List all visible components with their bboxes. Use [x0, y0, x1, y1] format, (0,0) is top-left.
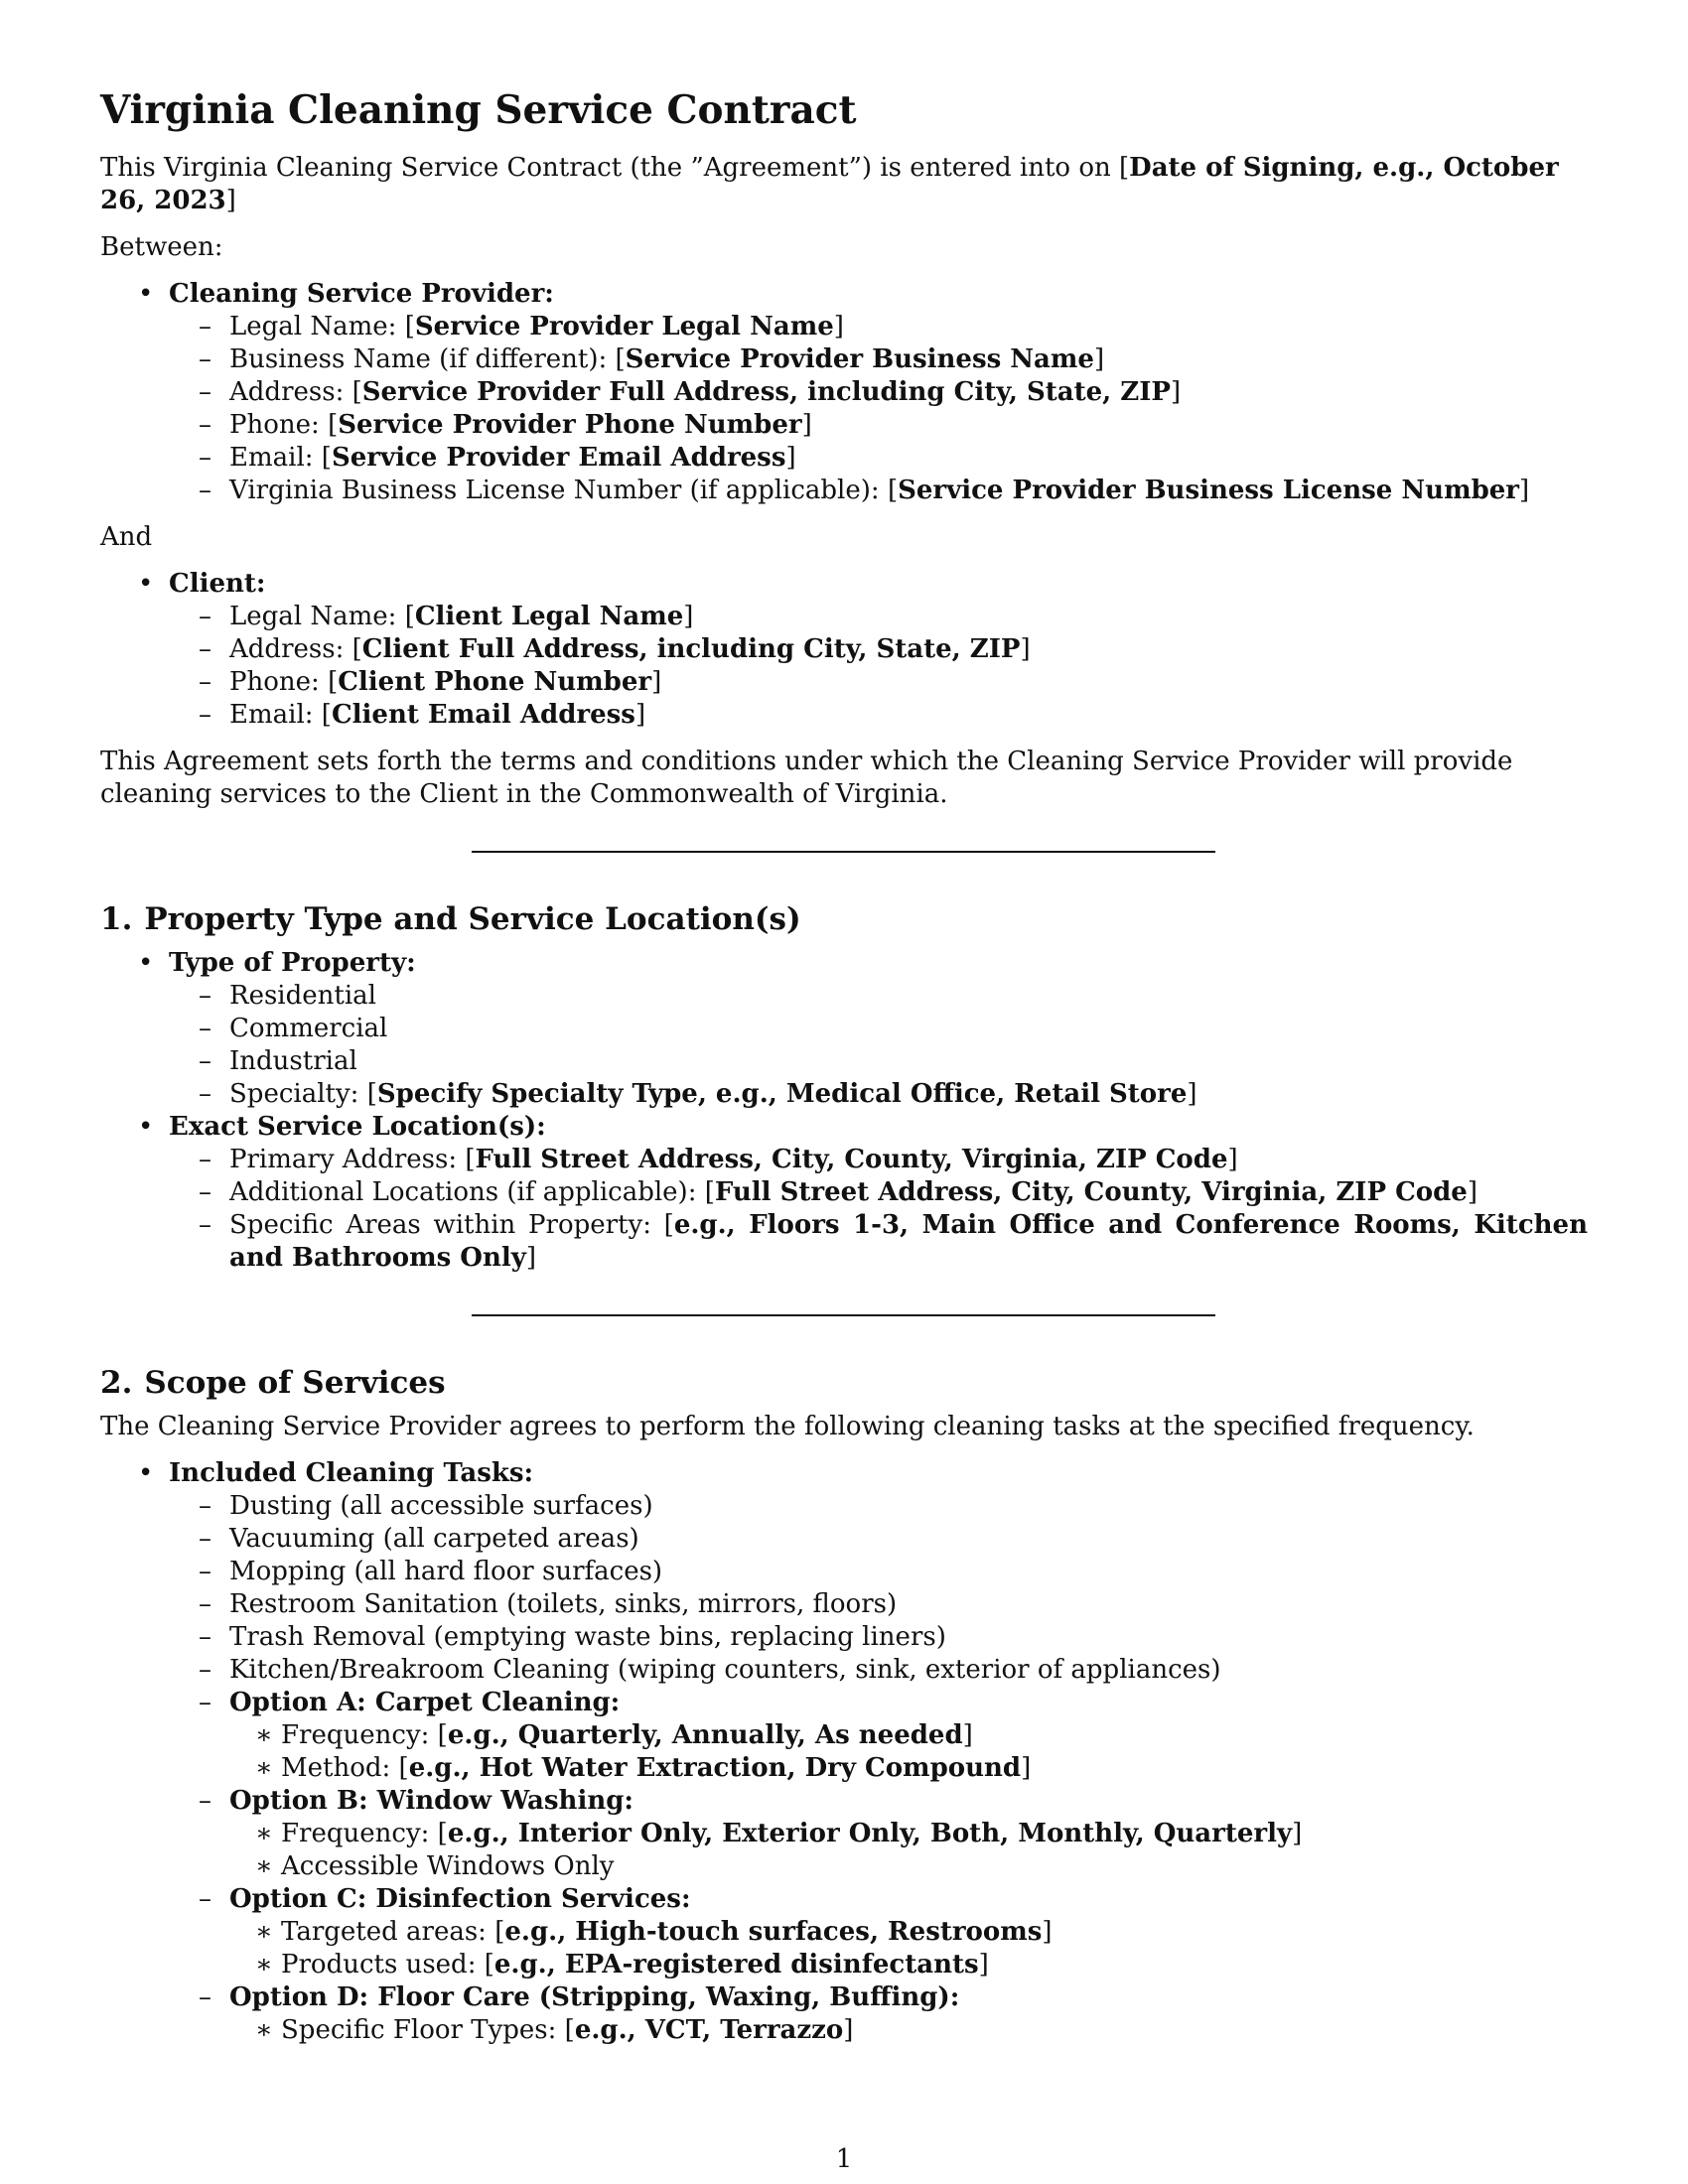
field-label: Method:	[281, 1753, 399, 1783]
provider-business-name: – Business Name (if different): [Service Provider Business Name]	[169, 343, 1588, 376]
section-divider	[472, 1314, 1215, 1316]
field-label: Primary Address:	[229, 1145, 466, 1174]
field-label: Phone:	[229, 410, 329, 440]
field-label: Frequency:	[281, 1720, 438, 1750]
provider-email: – Email: [Service Provider Email Address]	[169, 442, 1588, 475]
field-value: Service Provider Business License Number	[898, 476, 1519, 505]
task-item: – Kitchen/Breakroom Cleaning (wiping counters, sink, exterior of appliances)	[169, 1654, 1588, 1687]
task-item: – Restroom Sanitation (toilets, sinks, mirrors, floors)	[169, 1588, 1588, 1621]
field-label: Email:	[229, 443, 322, 473]
between-label: Between:	[100, 232, 223, 262]
service-locations	[169, 1144, 1588, 1275]
client-address: – Address: [Client Full Address, including City, State, ZIP]	[169, 633, 1588, 666]
bracket-close: ]	[225, 186, 236, 215]
option-c	[169, 1883, 1588, 1981]
and-label: And	[100, 522, 153, 552]
option-title: Option A: Carpet Cleaning:	[229, 1688, 621, 1717]
provider-phone: – Phone: [Service Provider Phone Number]	[169, 409, 1588, 442]
field-label: Additional Locations (if applicable):	[229, 1177, 705, 1207]
field-label: Email:	[229, 700, 322, 730]
provider-legal-name: – Legal Name: [Service Provider Legal Name]	[169, 311, 1588, 343]
option-d-details	[229, 2014, 1588, 2047]
option-title: Option D: Floor Care (Stripping, Waxing, Buffing):	[229, 1982, 960, 2012]
field-value: Client Legal Name	[414, 602, 684, 631]
section-title: Scope of Services	[144, 1365, 446, 1401]
field-label: Frequency:	[281, 1819, 438, 1848]
additional-locations: – Additional Locations (if applicable): [Full Street Address, City, County, Virginia, ZIP Code]	[169, 1176, 1588, 1209]
provider-address: – Address: [Service Provider Full Address, including City, State, ZIP]	[169, 376, 1588, 409]
field-value: Service Provider Full Address, including City, State, ZIP	[361, 377, 1171, 407]
intro-text: This Virginia Cleaning Service Contract (the ”Agreement”) is entered into on [	[100, 153, 1130, 183]
field-label: Specific Floor Types:	[281, 2015, 565, 2045]
field-label: Targeted areas:	[281, 1917, 495, 1947]
task-item: – Dusting (all accessible surfaces)	[169, 1490, 1588, 1523]
provider-license: – Virginia Business License Number (if applicable): [Service Provider Business License Number]	[169, 475, 1588, 507]
option-detail: ∗ Targeted areas: [e.g., High-touch surfaces, Restrooms]	[229, 1916, 1588, 1949]
task-item: – Vacuuming (all carpeted areas)	[169, 1523, 1588, 1556]
field-label: Virginia Business License Number (if applicable):	[229, 476, 888, 505]
option-detail: ∗ Method: [e.g., Hot Water Extraction, Dry Compound]	[229, 1752, 1588, 1785]
property-type-option: – Commercial	[169, 1013, 1588, 1045]
option-b	[169, 1785, 1588, 1883]
field-label: Specialty:	[229, 1079, 367, 1109]
field-value: e.g., VCT, Terrazzo	[574, 2015, 844, 2045]
service-location-heading: Exact Service Location(s):	[169, 1112, 546, 1142]
field-value: e.g., High-touch surfaces, Restrooms	[504, 1917, 1043, 1947]
provider-list	[100, 278, 1588, 507]
option-title: Option C: Disinfection Services:	[229, 1884, 691, 1914]
section-2-list	[100, 1457, 1588, 2047]
service-location-item	[100, 1111, 1588, 1275]
task-item: – Mopping (all hard floor surfaces)	[169, 1556, 1588, 1588]
section-number: 2.	[100, 1365, 133, 1401]
field-label: Address:	[229, 634, 352, 664]
client-item	[100, 568, 1588, 732]
field-label: Specific Areas within Property:	[229, 1210, 664, 1240]
signing-date-placeholder: Date of Signing, e.g., October 26, 2023	[100, 153, 1559, 215]
provider-fields	[169, 311, 1588, 507]
property-type-specialty: – Specialty: [Specify Specialty Type, e.g., Medical Office, Retail Store]	[169, 1078, 1588, 1111]
included-tasks-item	[100, 1457, 1588, 2047]
option-title: Option B: Window Washing:	[229, 1786, 633, 1816]
client-email: – Email: [Client Email Address]	[169, 699, 1588, 732]
field-value: e.g., EPA-registered disinfectants	[493, 1950, 979, 1979]
field-label: Products used:	[281, 1950, 485, 1979]
option-b-details	[229, 1818, 1588, 1883]
field-label: Address:	[229, 377, 352, 407]
field-value: e.g., Hot Water Extraction, Dry Compound	[408, 1753, 1022, 1783]
option-c-details	[229, 1916, 1588, 1981]
property-type-option: – Industrial	[169, 1045, 1588, 1078]
section-1-heading	[100, 900, 1588, 938]
included-tasks	[169, 1490, 1588, 2047]
property-type-item	[100, 947, 1588, 1111]
option-detail: ∗ Specific Floor Types: [e.g., VCT, Terrazzo]	[229, 2014, 1588, 2047]
provider-heading: Cleaning Service Provider:	[169, 279, 554, 309]
field-value: Service Provider Business Name	[625, 344, 1094, 374]
property-types	[169, 980, 1588, 1111]
field-value: e.g., Floors 1-3, Main Office and Conference Rooms, Kitchen and Bathrooms Only	[229, 1210, 1588, 1273]
field-value: Service Provider Phone Number	[338, 410, 802, 440]
field-label: Business Name (if different):	[229, 344, 616, 374]
section-divider	[472, 851, 1215, 853]
option-a-details	[229, 1719, 1588, 1785]
client-heading: Client:	[169, 569, 266, 599]
option-detail: ∗ Accessible Windows Only	[229, 1850, 1588, 1883]
section-number: 1.	[100, 901, 133, 937]
field-label: Legal Name:	[229, 312, 405, 341]
field-value: Full Street Address, City, County, Virginia, ZIP Code	[475, 1145, 1228, 1174]
page-number: 1	[835, 2144, 853, 2174]
client-legal-name: – Legal Name: [Client Legal Name]	[169, 601, 1588, 633]
option-detail: ∗ Products used: [e.g., EPA-registered disinfectants]	[229, 1949, 1588, 1981]
purpose-paragraph: This Agreement sets forth the terms and conditions under which the Cleaning Service Provider will provide cleaning services to the Client in the Commonwealth of Virginia.	[100, 747, 1513, 809]
section-2-intro: The Cleaning Service Provider agrees to perform the following cleaning tasks at the specified frequency.	[100, 1412, 1475, 1441]
field-value: Client Email Address	[331, 700, 635, 730]
option-a	[169, 1687, 1588, 1785]
task-item: – Trash Removal (emptying waste bins, replacing liners)	[169, 1621, 1588, 1654]
document-title: Virginia Cleaning Service Contract	[100, 87, 857, 133]
provider-item	[100, 278, 1588, 507]
field-value: Client Phone Number	[338, 667, 652, 697]
client-fields	[169, 601, 1588, 732]
specific-areas: – Specific Areas within Property: [e.g., Floors 1-3, Main Office and Conference Rooms, Kitchen and Bathrooms Only]	[169, 1209, 1588, 1275]
included-tasks-heading: Included Cleaning Tasks:	[169, 1458, 534, 1488]
property-type-heading: Type of Property:	[169, 948, 416, 978]
section-1-list	[100, 947, 1588, 1275]
client-list	[100, 568, 1588, 732]
property-type-option: – Residential	[169, 980, 1588, 1013]
option-d	[169, 1981, 1588, 2047]
option-detail: ∗ Frequency: [e.g., Quarterly, Annually, As needed]	[229, 1719, 1588, 1752]
field-value: Client Full Address, including City, State, ZIP	[361, 634, 1021, 664]
document-page	[100, 87, 1588, 2061]
field-label: Phone:	[229, 667, 329, 697]
field-label: Legal Name:	[229, 602, 405, 631]
field-value: e.g., Quarterly, Annually, As needed	[447, 1720, 963, 1750]
field-value: Specify Specialty Type, e.g., Medical Office, Retail Store	[376, 1079, 1188, 1109]
field-value: Service Provider Legal Name	[414, 312, 834, 341]
primary-address: – Primary Address: [Full Street Address, City, County, Virginia, ZIP Code]	[169, 1144, 1588, 1176]
intro-paragraph	[100, 152, 1588, 217]
field-value: Full Street Address, City, County, Virginia, ZIP Code	[714, 1177, 1468, 1207]
section-title: Property Type and Service Location(s)	[144, 901, 801, 937]
field-value: e.g., Interior Only, Exterior Only, Both, Monthly, Quarterly	[447, 1819, 1293, 1848]
section-2-heading	[100, 1364, 1588, 1402]
field-value: Service Provider Email Address	[331, 443, 786, 473]
client-phone: – Phone: [Client Phone Number]	[169, 666, 1588, 699]
option-detail: ∗ Frequency: [e.g., Interior Only, Exterior Only, Both, Monthly, Quarterly]	[229, 1818, 1588, 1850]
